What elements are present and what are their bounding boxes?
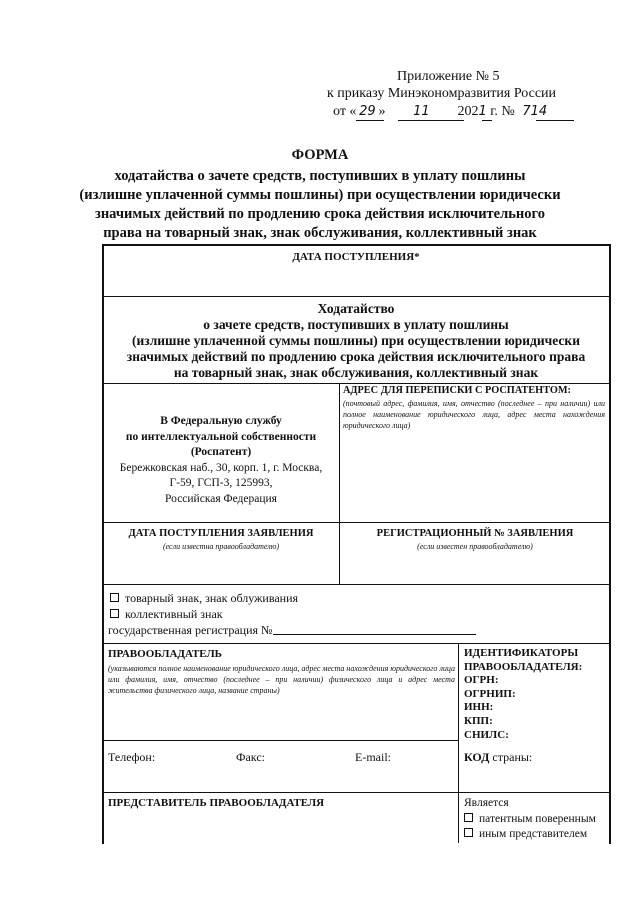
registration-number-label: РЕГИСТРАЦИОННЫЙ № ЗАЯВЛЕНИЯ (376, 528, 574, 539)
holder-field[interactable] (104, 700, 456, 738)
addressee-block: В Федеральную службу по интеллектуальной собственности (Роспатент) Бережковская наб., 30, корп. 1, г. Москва, Г-59, ГСП-3, 125993, Российская Федерация (119, 415, 323, 505)
country-code-label: КОД страны: (464, 750, 533, 764)
application-date-label: ДАТА ПОСТУПЛЕНИЯ ЗАЯВЛЕНИЯ (128, 528, 314, 539)
checkbox-trademark[interactable] (110, 593, 119, 602)
correspondence-address-field[interactable] (342, 446, 608, 520)
application-date-note: (если известна правообладателю) (162, 542, 280, 551)
phone-label: Телефон: (108, 750, 156, 764)
receipt-date-label: ДАТА ПОСТУПЛЕНИЯ* (292, 251, 420, 263)
appendix-number: Приложение № 5 (397, 69, 500, 84)
representative-type: Является патентным поверенным иным представителем (464, 796, 596, 843)
receipt-date-field[interactable] (104, 265, 608, 295)
form-word: ФОРМА (291, 147, 349, 163)
state-registration-label: государственная регистрация № (108, 623, 273, 637)
holder-note: (указываются полное наименование юридического лица, адрес места нахождения юридического лица или фамилия, имя, отчество (последнее – при наличии) физического лица и адрес места жительства физического лица, название страны) (108, 664, 455, 695)
order-reference: к приказу Минэкономразвития России (327, 86, 557, 101)
email-label: E-mail: (355, 750, 391, 764)
correspondence-address-label: АДРЕС ДЛЯ ПЕРЕПИСКИ С РОСПАТЕНТОМ: (343, 385, 571, 396)
checkbox-collective-mark[interactable] (110, 609, 119, 618)
option-trademark[interactable]: товарный знак, знак облуживания (110, 590, 298, 606)
holder-identifiers: ИДЕНТИФИКАТОРЫ ПРАВООБЛАДАТЕЛЯ: ОГРН: ОГРНИП: ИНН: КПП: СНИЛС: (464, 647, 583, 741)
order-date-number: от « 29 » 11 2021 г. № 714 (333, 104, 548, 119)
checkbox-other-representative[interactable] (464, 828, 473, 837)
holder-label: ПРАВООБЛАДАТЕЛЬ (108, 648, 222, 660)
registration-number-note: (если известен правообладателю) (417, 542, 533, 551)
representative-label: ПРЕДСТАВИТЕЛЬ ПРАВООБЛАДАТЕЛЯ (108, 797, 325, 809)
form-title: ходатайства о зачете средств, поступивших в уплату пошлины (излишне уплаченной суммы пошлины) при осуществлении юридически значимых действий по продлению срока действия исключительного права на товарный знак, знак обслуживания, коллективный знак (79, 168, 561, 241)
correspondence-address-note: (почтовый адрес, фамилия, имя, отчество (последнее – при наличии) или полное наименование юридического лица, адрес места нахождения юридического лица) (343, 399, 605, 430)
checkbox-patent-attorney[interactable] (464, 813, 473, 822)
option-other-representative[interactable]: иным представителем (464, 827, 596, 843)
option-collective-mark[interactable]: коллективный знак (110, 606, 223, 622)
petition-title: Ходатайство о зачете средств, поступивших в уплату пошлины (излишне уплаченной суммы пошлины) при осуществлении юридически значимых действий по продлению срока действия исключительного права на товарный знак, знак обслуживания, коллективный знак (126, 301, 586, 380)
state-registration-field[interactable] (273, 634, 476, 635)
option-patent-attorney[interactable]: патентным поверенным (464, 812, 596, 828)
fax-label: Факс: (236, 750, 265, 764)
